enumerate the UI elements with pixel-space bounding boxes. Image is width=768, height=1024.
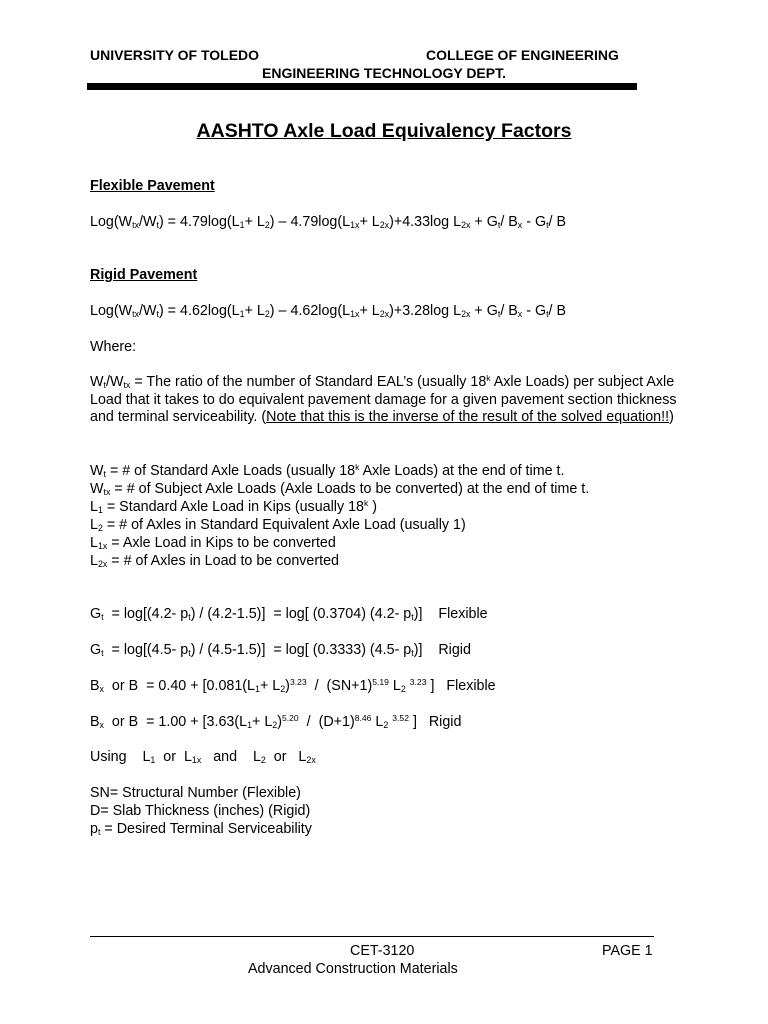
footer-course-number: CET-3120 — [350, 943, 415, 959]
def-wtx: $W_{tx}$ = # of Subject Axle Loads (Axle Loads to be converted) at the end of time t. — [90, 481, 590, 498]
gt-rigid-equation: $G_t = \log[(4.5-$ $p_t) / (4.5-1.5)] = \log$[ (0.3333) (4.5- $p_t$)] Rigid — [90, 642, 471, 659]
rigid-heading: Rigid Pavement — [90, 267, 198, 283]
legend-d: D= Slab Thickness (inches) (Rigid) — [90, 803, 311, 819]
footer-rule — [90, 936, 654, 937]
header-college: COLLEGE OF ENGINEERING — [426, 47, 619, 63]
legend-sn: SN= Structural Number (Flexible) — [90, 785, 301, 801]
def-l1x: $L_{1x}$ = Axle Load in Kips to be converted — [90, 535, 336, 552]
footer-page-number: PAGE 1 — [602, 943, 653, 959]
def-wt: $W_t$ = # of Standard Axle Loads (usually 18$^k$ Axle Loads) at the end of time t. — [90, 461, 565, 480]
where-label: Where: — [90, 339, 137, 355]
inverse-note: Note that this is the inverse of the result of the solved equation!! — [266, 409, 670, 426]
header-university: UNIVERSITY OF TOLEDO — [90, 47, 260, 63]
flexible-equation: $Log(W_{tx}/W_t) = 4.79\log(L_1+ L_2) - 4.79\log(L_{1x}+ L_{2x})+4.33\log$ $L_{2x} + G_t/$ $B_x - G_t/$ B — [90, 214, 567, 231]
page-title: AASHTO Axle Load Equivalency Factors — [196, 120, 572, 142]
gt-flexible-equation: $G_t = \log[(4.2-$ $p_t) / (4.2-1.5)] = \log$[ (0.3704) (4.2- $p_t$)] Flexible — [90, 606, 488, 623]
header-rule — [87, 83, 637, 90]
header-department: ENGINEERING TECHNOLOGY DEPT. — [262, 65, 506, 81]
rigid-equation: $Log(W_{tx}/W_t) = 4.62\log(L_1+ L_2) - 4.62\log(L_{1x}+ L_{2x})+3.28\log$ $L_{2x} + G_t/$ $B_x - G_t/$ B — [90, 303, 567, 320]
flexible-heading: Flexible Pavement — [90, 178, 215, 194]
ratio-definition: $W_t/W_{tx}$ = The ratio of the number of Standard EAL’s (usually 18$^k$ Axle Loads) per subject Axle Load that it takes to do equivalent pavement damage for a given pavement section thickness and terminal serviceability. (Note that this is the inverse of the result of the solved equation!!) — [90, 372, 677, 426]
bx-rigid-equation: $B_x$ or $B = 1.00 + [3.63(L_1+ L_2)^{5.20} / (D+1)^{8.46}$ $L_2$ $^{3.52}$ ] Rigid — [90, 712, 462, 731]
legend-pt: $p_t$ = Desired Terminal Serviceability — [90, 821, 312, 838]
footer-course-name: Advanced Construction Materials — [248, 961, 458, 977]
bx-flexible-equation: $B_x$ or $B = 0.40 + [0.081(L_1+ L_2)^{3.23} / (SN+1)^{5.19}$ $L_2$ $^{3.23}$ ] Flexible — [90, 676, 496, 695]
def-l2x: $L_{2x}$ = # of Axles in Load to be converted — [90, 553, 340, 570]
def-l2: $L_2$ = # of Axles in Standard Equivalent Axle Load (usually 1) — [90, 517, 466, 534]
using-line: Using $L_1$ or $L_{1x}$ and $L_2$ or $L_{2x}$ — [90, 749, 316, 766]
def-l1: $L_1$ = Standard Axle Load in Kips (usually 18$^k$ ) — [90, 497, 378, 516]
